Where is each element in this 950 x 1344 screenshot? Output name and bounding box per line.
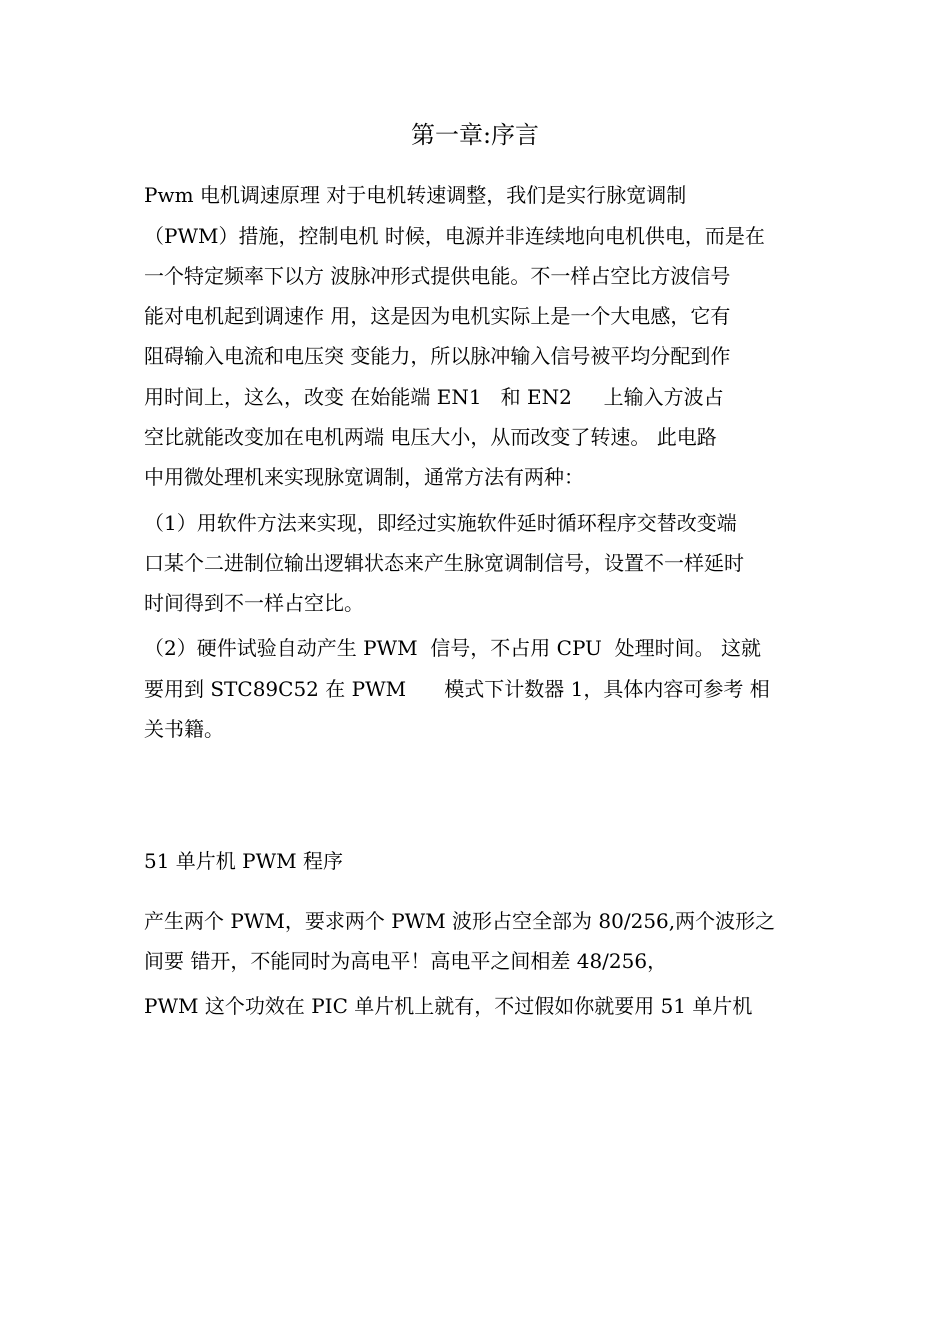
paragraph-line: 口某个二进制位输出逻辑状态来产生脉宽调制信号，设置不一样延时 (144, 551, 744, 575)
chapter-title: 第一章:序言 (410, 121, 540, 149)
paragraph-line: 要用到 STC89C52 在 PWM 模式下计数器 1，具体内容可参考 相 (144, 677, 770, 701)
paragraph-line: Pwm 电机调速原理 对于电机转速调整，我们是实行脉宽调制 (144, 183, 687, 207)
paragraph-line: 能对电机起到调速作 用，这是因为电机实际上是一个大电感，它有 (144, 304, 731, 328)
paragraph-line: 产生两个 PWM，要求两个 PWM 波形占空全部为 80/256,两个波形之 (144, 909, 776, 933)
paragraph-line: 中用微处理机来实现脉宽调制，通常方法有两种： (144, 465, 584, 489)
paragraph-line: 阻碍输入电流和电压突 变能力，所以脉冲输入信号被平均分配到作 (144, 344, 731, 368)
paragraph-line: 时间得到不一样占空比。 (144, 591, 364, 615)
paragraph-line: PWM 这个功效在 PIC 单片机上就有，不过假如你就要用 51 单片机 (144, 994, 753, 1018)
paragraph-line: （2）硬件试验自动产生 PWM 信号，不占用 CPU 处理时间。 这就 (144, 636, 761, 660)
paragraph-line: 关书籍。 (144, 717, 224, 741)
paragraph-line: （PWM）措施，控制电机 时候，电源并非连续地向电机供电，而是在 (144, 224, 765, 248)
paragraph-line: 空比就能改变加在电机两端 电压大小，从而改变了转速。 此电路 (144, 425, 717, 449)
paragraph-line: 间要 错开，不能同时为高电平！高电平之间相差 48/256， (144, 949, 668, 973)
section-heading: 51 单片机 PWM 程序 (144, 849, 344, 873)
paragraph-line: 用时间上，这么，改变 在始能端 EN1 和 EN2 上输入方波占 (144, 385, 724, 409)
paragraph-line: 一个特定频率下以方 波脉冲形式提供电能。不一样占空比方波信号 (144, 264, 731, 288)
paragraph-line: （1）用软件方法来实现，即经过实施软件延时循环程序交替改变端 (144, 511, 737, 535)
